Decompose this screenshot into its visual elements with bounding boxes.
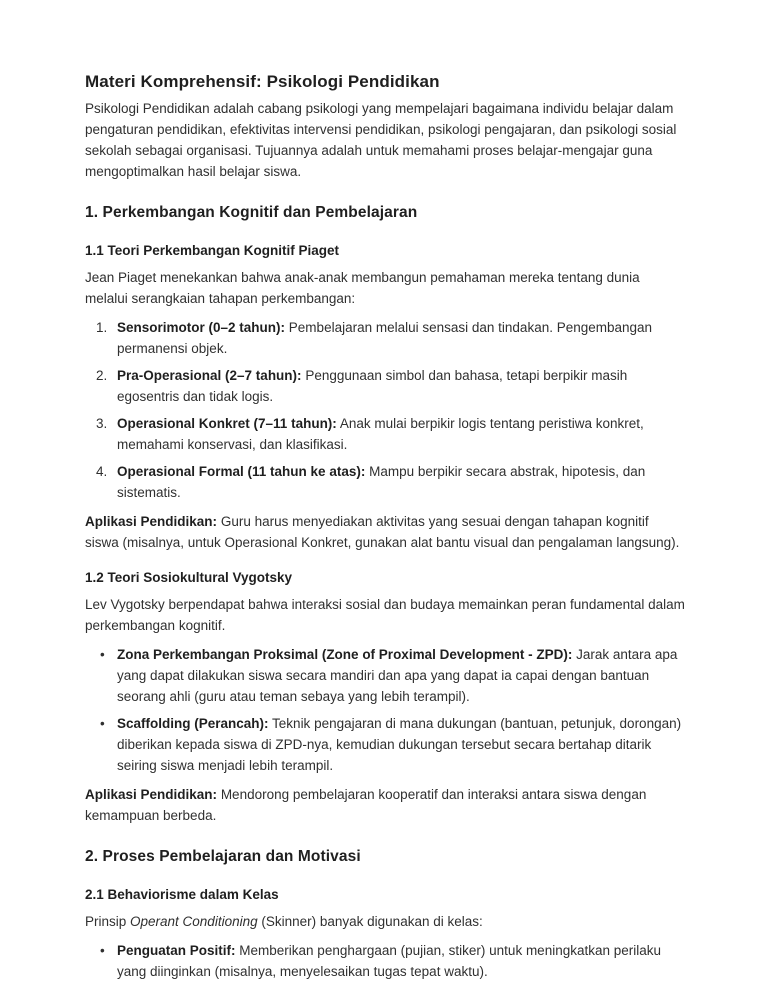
- stage-term: Sensorimotor (0–2 tahun):: [117, 320, 286, 335]
- section-2-1-heading: 2.1 Behaviorisme dalam Kelas: [85, 887, 279, 902]
- list-item-text: [117, 365, 685, 407]
- piaget-stages-list: [85, 317, 685, 503]
- list-item-text: [117, 461, 685, 503]
- list-item-penguatan-positif: [85, 940, 685, 982]
- list-item-text: [117, 644, 685, 707]
- list-number: 4.: [96, 464, 108, 479]
- list-item-operasional-konkret: [85, 413, 685, 455]
- stage-term: Operasional Formal (11 tahun ke atas):: [117, 464, 366, 479]
- application-label: Aplikasi Pendidikan:: [85, 514, 218, 529]
- section-1-1-heading: 1.1 Teori Perkembangan Kognitif Piaget: [85, 243, 340, 258]
- application-text: Mendorong pembelajaran kooperatif dan interaksi antara siswa dengan kemampuan berbeda.: [85, 787, 647, 823]
- lead-prefix: Prinsip: [85, 914, 131, 929]
- section-1-2-heading: 1.2 Teori Sosiokultural Vygotsky: [85, 570, 293, 585]
- stage-term: Operasional Konkret (7–11 tahun):: [117, 416, 337, 431]
- list-item-text: [117, 317, 685, 359]
- list-number: 2.: [96, 368, 108, 383]
- intro-paragraph: Psikologi Pendidikan adalah cabang psikologi yang mempelajari bagaimana individu belajar dalam pengaturan pendidikan, efektivitas intervensi pendidikan, psikologi pengajaran, dan psikologi sosial sekolah sebagai organisasi. Tujuannya adalah untuk memahami proses belajar-mengajar guna mengoptimalkan hasil belajar siswa.: [85, 101, 677, 179]
- list-item-text: [117, 713, 685, 776]
- bullet-icon: •: [100, 716, 105, 731]
- list-number: 1.: [96, 320, 108, 335]
- list-item-operasional-formal: [85, 461, 685, 503]
- stage-term: Pra-Operasional (2–7 tahun):: [117, 368, 302, 383]
- piaget-lead-paragraph: Jean Piaget menekankan bahwa anak-anak membangun pemahaman mereka tentang dunia melalui serangkaian tahapan perkembangan:: [85, 270, 640, 306]
- section-2-heading: 2. Proses Pembelajaran dan Motivasi: [85, 848, 361, 865]
- concept-desc: Teknik pengajaran di mana dukungan (bantuan, petunjuk, dorongan) diberikan kepada siswa di ZPD-nya, kemudian dukungan tersebut secara bertahap ditarik seiring siswa menjadi lebih terampil.: [117, 716, 682, 773]
- bullet-icon: •: [100, 943, 105, 958]
- list-item-scaffolding: [85, 713, 685, 776]
- list-item-text: [117, 413, 685, 455]
- application-text: Guru harus menyediakan aktivitas yang sesuai dengan tahapan kognitif siswa (misalnya, untuk Operasional Konkret, gunakan alat bantu visual dan pengalaman langsung).: [85, 514, 680, 550]
- concept-desc: Jarak antara apa yang dapat dilakukan siswa secara mandiri dan apa yang dapat ia capai dengan bantuan seorang ahli (guru atau teman sebaya yang lebih terampil).: [117, 647, 678, 704]
- list-item-text: [117, 940, 685, 982]
- lead-italic-term: Operant Conditioning: [130, 914, 258, 929]
- application-label: Aplikasi Pendidikan:: [85, 787, 218, 802]
- concept-term: Scaffolding (Perancah):: [117, 716, 269, 731]
- stage-desc: Penggunaan simbol dan bahasa, tetapi berpikir masih egosentris dan tidak logis.: [117, 368, 628, 404]
- bullet-icon: •: [100, 647, 105, 662]
- concept-term: Penguatan Positif:: [117, 943, 236, 958]
- behaviorisme-concepts-list: [85, 940, 685, 982]
- behaviorisme-lead-paragraph: [85, 911, 685, 932]
- lead-suffix: (Skinner) banyak digunakan di kelas:: [257, 914, 483, 929]
- vygotsky-application-paragraph: [85, 784, 685, 826]
- stage-desc: Anak mulai berpikir logis tentang peristiwa konkret, memahami konservasi, dan klasifikasi.: [117, 416, 644, 452]
- vygotsky-lead-paragraph: Lev Vygotsky berpendapat bahwa interaksi sosial dan budaya memainkan peran fundamental dalam perkembangan kognitif.: [85, 597, 685, 633]
- concept-desc: Memberikan penghargaan (pujian, stiker) untuk meningkatkan perilaku yang diinginkan (misalnya, menyelesaikan tugas tepat waktu).: [117, 943, 662, 979]
- list-item-zpd: [85, 644, 685, 707]
- stage-desc: Pembelajaran melalui sensasi dan tindakan. Pengembangan permanensi objek.: [117, 320, 653, 356]
- list-item-sensorimotor: [85, 317, 685, 359]
- list-item-praoperasional: [85, 365, 685, 407]
- piaget-application-paragraph: [85, 511, 685, 553]
- list-number: 3.: [96, 416, 108, 431]
- section-1-heading: 1. Perkembangan Kognitif dan Pembelajaran: [85, 204, 418, 221]
- stage-desc: Mampu berpikir secara abstrak, hipotesis, dan sistematis.: [117, 464, 646, 500]
- vygotsky-concepts-list: [85, 644, 685, 776]
- document-title: Materi Komprehensif: Psikologi Pendidikan: [85, 72, 440, 91]
- concept-term: Zona Perkembangan Proksimal (Zone of Proximal Development - ZPD):: [117, 647, 573, 662]
